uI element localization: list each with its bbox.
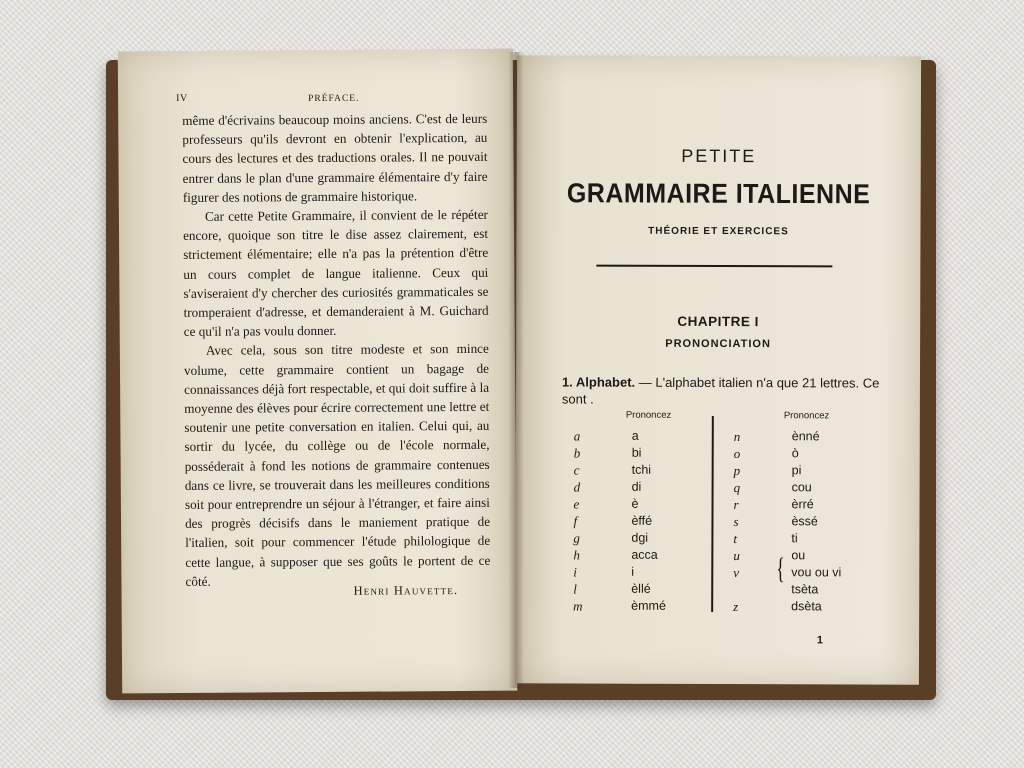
alphabet-pronunciation: dgi — [631, 530, 649, 545]
left-page-header — [118, 92, 513, 105]
section-heading: PRONONCIATION — [665, 337, 771, 351]
alphabet-pronunciation: è — [631, 496, 639, 511]
alphabet-pronunciation: dsèta — [791, 599, 822, 614]
alphabet-letter: r — [733, 497, 739, 513]
alphabet-letter: e — [573, 496, 580, 512]
alphabet-pronunciation: ènné — [791, 429, 820, 444]
alphabet-intro-text: — L'alphabet italien n'a que 21 lettres. Ce sont . — [561, 374, 880, 407]
alphabet-pronunciation: èssé — [791, 514, 818, 529]
alphabet-pronunciation: acca — [631, 547, 658, 562]
alphabet-letter: t — [733, 531, 738, 547]
alphabet-pronunciation: di — [631, 479, 642, 494]
alphabet-letter: u — [733, 548, 740, 564]
preface-paragraph-2: Car cette Petite Grammaire, il convient de le répéter encore, quoique son titre le dise assez clairement, est strictement élémentaire; elle n'a pas la prétention d'être un cours complet de langue italienne. Ceux qui s'aviseraient d'y chercher des curiosités grammaticales se tromperaient d'adresse, et demanderaient à M. Guichard ce qu'il n'a pas voulu donner. — [182, 206, 489, 340]
alphabet-pronunciation: èllé — [631, 581, 651, 596]
alphabet-letter: c — [573, 462, 580, 478]
alphabet-pronunciation: èrré — [791, 497, 814, 512]
right-page — [515, 55, 921, 684]
alphabet-letter: b — [573, 445, 581, 461]
column-header-right: Prononcez — [783, 410, 830, 422]
alphabet-pronunciation: ti — [791, 531, 798, 546]
letters-left-column — [573, 427, 666, 614]
column-header-left: Prononcez — [625, 409, 672, 421]
left-page-number: IV — [176, 92, 188, 104]
preface-paragraph-1: même d'écrivains beaucoup moins anciens. C'est de leurs professeurs qu'ils devront en obtenir l'explication, au cours des lectures et des traductions orales. Il ne pouvait entrer dans le plan d'une grammaire élémentaire d'y faire figurer des notions de grammaire historique. — [182, 110, 488, 205]
alphabet-letter: f — [573, 513, 578, 529]
alphabet-letter: l — [573, 581, 577, 597]
preface-paragraph-3: Avec cela, sous son titre modeste et son mince volume, cette grammaire contient un bagage de connaissances déjà fort respectable, et qui doit suffire à la moyenne des élèves pour écrire correctement une lettre et soutenir une petite conversation en italien. Celui qui, au sortir du lycée, du collège ou de l'école normale, posséderait à fond les notions de grammaire contenues dans ce livre, se trouverait dans les meilleures conditions soit pour entreprendre un séjour à l'étranger, et faire ainsi des progrès décisifs dans le maniement pratique de l'italien, soit pour commencer l'étude philologique de cette langue, à supposer que ses goûts le portent de ce côté. — [183, 341, 491, 589]
alphabet-pronunciation: bi — [631, 445, 642, 460]
alphabet-letter: p — [733, 463, 741, 479]
alphabet-intro-lead: 1. Alphabet. — [561, 374, 636, 390]
alphabet-table — [573, 409, 874, 620]
book-gutter — [508, 52, 524, 688]
alphabet-letter: v — [733, 565, 740, 581]
alphabet-pronunciation: tchi — [631, 462, 652, 477]
alphabet-pronunciation: a — [631, 428, 639, 443]
alphabet-pronunciation: èmmé — [631, 598, 666, 613]
alphabet-letter: m — [573, 598, 583, 614]
author-signature: Henri Hauvette. — [353, 583, 459, 598]
title-line-1: PETITE — [681, 145, 757, 167]
chapter-heading: CHAPITRE I — [677, 313, 759, 330]
alphabet-pronunciation: vou ou vi — [791, 565, 842, 580]
alphabet-letter: o — [733, 446, 741, 462]
preface-text — [182, 109, 490, 591]
table-divider — [711, 416, 713, 612]
left-page — [118, 49, 517, 694]
alphabet-letter: s — [733, 514, 739, 530]
alphabet-pronunciation: èffé — [631, 513, 653, 528]
alphabet-letter: g — [573, 530, 580, 546]
alphabet-letter: z — [733, 599, 739, 615]
running-head: PRÉFACE. — [308, 93, 360, 105]
alphabet-pronunciation: i — [631, 564, 635, 579]
title-rule — [596, 265, 832, 268]
alphabet-letter: h — [573, 547, 580, 563]
title-line-2: GRAMMAIRE ITALIENNE — [566, 178, 871, 210]
alphabet-pronunciation: ò — [791, 446, 799, 461]
alphabet-pronunciation: pi — [791, 463, 802, 478]
alphabet-intro — [562, 373, 880, 408]
letters-right-column — [733, 428, 842, 615]
brace-symbol: { — [776, 552, 785, 586]
alphabet-letter: d — [573, 479, 581, 495]
alphabet-letter: a — [573, 428, 581, 444]
right-page-number: 1 — [816, 634, 824, 647]
alphabet-letter: n — [733, 429, 741, 445]
alphabet-letter: q — [733, 480, 741, 496]
subtitle: THÉORIE ET EXERCICES — [648, 225, 789, 238]
alphabet-pronunciation: tsèta — [791, 582, 819, 597]
alphabet-letter: i — [573, 564, 577, 580]
alphabet-pronunciation: cou — [791, 480, 812, 495]
alphabet-pronunciation: ou — [791, 548, 806, 563]
